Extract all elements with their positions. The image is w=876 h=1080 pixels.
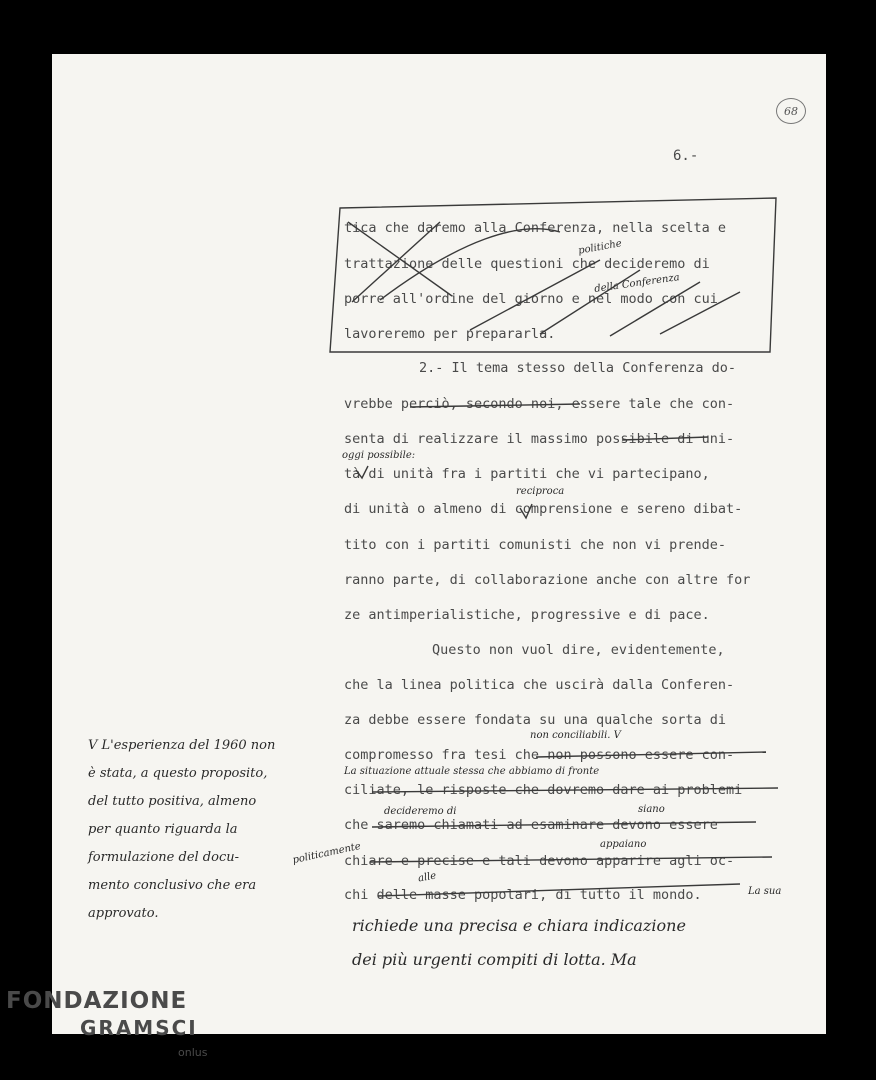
typed-line: vrebbe perciò, secondo noi, essere tale che con- — [344, 396, 735, 412]
margin-note-line: V L'esperienza del 1960 non — [88, 738, 276, 753]
handwritten-insertion: La sua — [748, 886, 782, 897]
margin-note-line: è stata, a questo proposito, — [88, 766, 268, 781]
handwritten-insertion: non conciliabili. V — [530, 730, 621, 741]
typed-line: ciliate, le risposte che dovremo dare ai problemi — [344, 782, 743, 798]
handwritten-insertion: oggi possibile: — [342, 450, 416, 461]
handwritten-insertion: politiche — [577, 238, 623, 257]
typed-line: ranno parte, di collaborazione anche con altre for — [344, 572, 751, 588]
typed-line: senta di realizzare il massimo possibile di uni- — [344, 431, 735, 447]
handwritten-line: richiede una precisa e chiara indicazione — [352, 916, 686, 935]
handwritten-insertion: politicamente — [291, 840, 362, 867]
fondazione-logo: FONDAZIONE — [6, 988, 188, 1014]
typed-line: tica che daremo alla Conferenza, nella scelta e — [344, 220, 727, 236]
page-number: 6.- — [673, 148, 699, 164]
typed-line: tito con i partiti comunisti che non vi prende- — [344, 537, 727, 553]
typed-line: 2.- Il tema stesso della Conferenza do- — [419, 360, 736, 376]
margin-note-line: del tutto positiva, almeno — [88, 794, 257, 809]
typed-line: Questo non vuol dire, evidentemente, — [432, 642, 725, 658]
typed-line: di unità o almeno di comprensione e sereno dibat- — [344, 501, 743, 517]
typed-line: chi delle masse popolari, di tutto il mondo. — [344, 887, 702, 903]
typed-line: che la linea politica che uscirà dalla Conferen- — [344, 677, 735, 693]
margin-note — [88, 732, 275, 928]
handwritten-insertion: decideremo di — [384, 806, 457, 817]
typed-line: ze antimperialistiche, progressive e di pace. — [344, 607, 710, 623]
margin-note-line: formulazione del docu- — [88, 850, 239, 865]
margin-note-line: mento conclusivo che era — [88, 878, 257, 893]
typed-line: trattazione delle questioni che decideremo di — [344, 256, 710, 272]
gramsci-logo: GRAMSCI — [80, 1016, 198, 1040]
typed-line: che saremo chiamati ad esaminare devono essere — [344, 817, 718, 833]
handwritten-insertion: della Conferenza — [593, 272, 681, 295]
typed-line: lavoreremo per prepararla. — [344, 326, 556, 342]
typed-line: chiare e precise e tali devono apparire agli oc- — [344, 853, 735, 869]
margin-note-line: per quanto riguarda la — [88, 822, 238, 837]
handwritten-insertion: appaiano — [600, 839, 647, 850]
handwritten-insertion: siano — [638, 804, 665, 815]
handwritten-line: dei più urgenti compiti di lotta. Ma — [352, 950, 637, 969]
handwritten-insertion: alle — [417, 870, 438, 885]
typed-line: tà di unità fra i partiti che vi partecipano, — [344, 466, 710, 482]
margin-note-line: approvato. — [88, 906, 159, 921]
archive-number: 68 — [776, 98, 806, 124]
typed-line: porre all'ordine del giorno e nel modo con cui — [344, 291, 718, 307]
handwritten-insertion: reciproca — [516, 486, 565, 497]
onlus-logo-text: onlus — [178, 1046, 208, 1059]
typed-line: compromesso fra tesi che non possono essere con- — [344, 747, 735, 763]
handwritten-insertion: La situazione attuale stessa che abbiamo di fronte — [344, 766, 600, 777]
typed-line: za debbe essere fondata su una qualche sorta di — [344, 712, 727, 728]
